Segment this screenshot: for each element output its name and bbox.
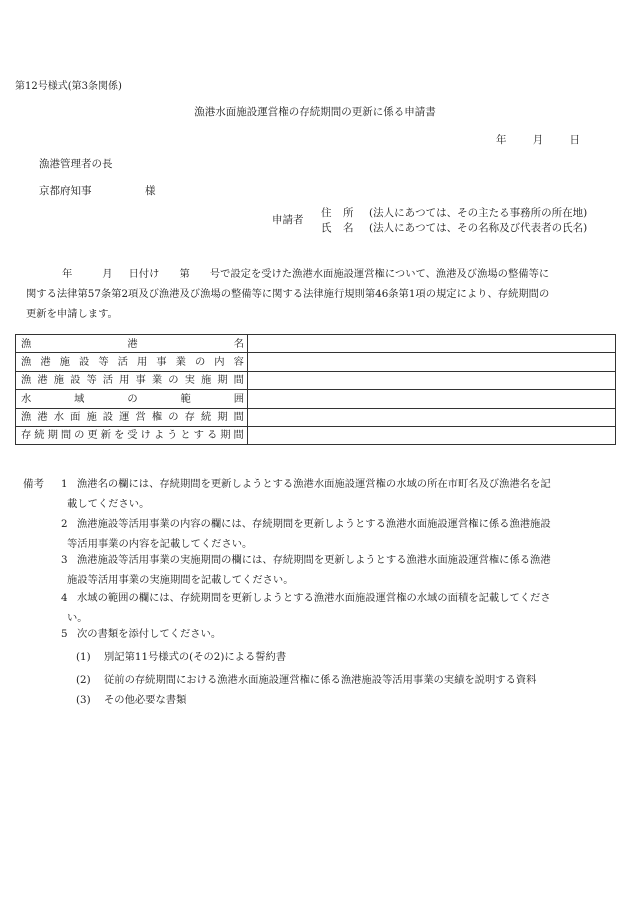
note-text: 漁港施設等活用事業の内容の欄には、存続期間を更新しようとする漁港水面施設運営権に係る漁港施設 xyxy=(77,518,551,530)
row-label-char: と xyxy=(180,429,191,442)
table-row xyxy=(16,335,616,353)
row-label-char: 運 xyxy=(119,411,130,424)
address-note: (法人にあつては、その主たる事務所の所在地) xyxy=(369,207,588,219)
note-number: 3 xyxy=(61,554,68,566)
row-label-char: 名 xyxy=(233,337,244,350)
row-value[interactable] xyxy=(248,371,616,389)
row-label-char: 用 xyxy=(136,355,148,368)
note-text: 水域の範囲の欄には、存続期間を更新しようとする漁港水面施設運営権の水域の面積を記載してくださ xyxy=(77,592,551,604)
row-label xyxy=(16,426,248,444)
row-label-char: の xyxy=(74,429,85,442)
row-label-char: を xyxy=(113,429,125,442)
row-label-char: 間 xyxy=(233,429,244,442)
row-label-char: 間 xyxy=(233,374,244,387)
row-label-text xyxy=(21,393,244,405)
row-label-char: 施 xyxy=(200,374,212,387)
intro-rest: 号で設定を受けた漁港水面施設運営権について、漁港及び漁場の整備等に xyxy=(209,268,550,280)
table-row xyxy=(16,408,616,426)
intro-day: 日付け xyxy=(128,268,160,280)
row-label-char: よ xyxy=(153,429,165,442)
row-label-char: 港 xyxy=(37,411,48,424)
row-label-char: の xyxy=(127,392,138,405)
intro-line-3: 更新を申請します。 xyxy=(26,308,118,320)
addressee-honorific: 様 xyxy=(145,185,156,197)
row-label-char: 用 xyxy=(119,374,130,387)
attachment-text: 従前の存続期間における漁港水面施設運営権に係る漁港施設等活用事業の実績を説明する資料 xyxy=(104,674,537,686)
row-label-char: 活 xyxy=(102,374,114,387)
row-label-char: る xyxy=(206,429,218,442)
note-number: 1 xyxy=(61,478,68,490)
row-label-char: 実 xyxy=(184,374,195,387)
row-label-char: 港 xyxy=(37,374,48,387)
row-label xyxy=(16,408,248,426)
attachment-number: (1) xyxy=(76,651,91,663)
row-label-char: 漁 xyxy=(21,411,32,424)
row-value[interactable] xyxy=(248,408,616,426)
date-day: 日 xyxy=(569,134,580,146)
table-row xyxy=(16,390,616,408)
row-label-text xyxy=(21,429,244,441)
addressee-name: 京都府知事 xyxy=(39,185,92,197)
row-label-char: の xyxy=(194,355,206,368)
row-label-char: 事 xyxy=(135,374,146,387)
row-label-char: 続 xyxy=(200,411,212,424)
note-text-cont: 施設等活用事業の実施期間を記載してください。 xyxy=(67,574,294,586)
notes-heading: 備考 xyxy=(23,478,44,490)
row-label-char: の xyxy=(168,411,179,424)
row-label-char: 施 xyxy=(86,411,97,424)
row-label-char: 漁 xyxy=(21,374,32,387)
row-label xyxy=(16,390,248,408)
applicant-label: 申請者 xyxy=(272,214,304,226)
table-row xyxy=(16,371,616,389)
row-label-char: 期 xyxy=(47,429,58,442)
note-text-cont: 載してください。 xyxy=(67,498,150,510)
row-label-char: 施 xyxy=(53,374,65,387)
row-label-char: の xyxy=(168,374,179,387)
row-label-char: 域 xyxy=(74,392,85,405)
row-label-char: 範 xyxy=(180,392,191,405)
row-value[interactable] xyxy=(248,353,616,371)
table-row xyxy=(16,353,616,371)
row-label-char: 事 xyxy=(156,355,167,368)
applicant-name-row xyxy=(321,222,587,237)
row-label-char: 活 xyxy=(117,355,128,368)
row-label-char: 新 xyxy=(100,429,111,442)
row-label-text xyxy=(21,411,244,423)
attachment-number: (2) xyxy=(76,674,91,686)
row-label-char: 囲 xyxy=(233,392,244,405)
name-key-2: 名 xyxy=(343,222,354,234)
table-row xyxy=(16,426,616,444)
date-year: 年 xyxy=(496,134,507,146)
addressee xyxy=(39,185,156,198)
intro-month: 月 xyxy=(102,268,113,280)
application-table xyxy=(15,334,616,445)
row-label-char: 受 xyxy=(127,429,138,442)
row-value[interactable] xyxy=(248,335,616,353)
row-label-char: う xyxy=(167,429,178,442)
document-title: 漁港水面施設運営権の存続期間の更新に係る申請書 xyxy=(194,106,436,118)
row-label-char: 漁 xyxy=(21,355,32,368)
row-label-char: 等 xyxy=(98,355,109,368)
row-label-text xyxy=(21,338,244,350)
row-label-char: 業 xyxy=(151,374,163,387)
intro-no: 第 xyxy=(179,268,190,280)
note-text: 漁港名の欄には、存続期間を更新しようとする漁港水面施設運営権の水域の所在市町名及び漁港名を記 xyxy=(77,478,551,490)
row-label-char: 間 xyxy=(233,411,244,424)
address-key-2: 所 xyxy=(343,207,354,219)
attachment-text: その他必要な書類 xyxy=(104,694,187,706)
row-label-char: 設 xyxy=(102,411,114,424)
row-label-char: 続 xyxy=(34,429,45,442)
intro-paragraph xyxy=(26,264,616,324)
intro-line-1 xyxy=(26,264,616,284)
row-label xyxy=(16,353,248,371)
row-label-char: け xyxy=(140,429,151,442)
row-label-char: 存 xyxy=(184,411,195,424)
row-label-char: 内 xyxy=(214,355,225,368)
note-number: 2 xyxy=(61,518,68,530)
row-value[interactable] xyxy=(248,426,616,444)
row-label-text xyxy=(21,356,244,368)
row-label-char: す xyxy=(193,429,204,442)
row-label-char: 設 xyxy=(78,355,90,368)
row-label-char: 施 xyxy=(59,355,70,368)
row-label-char: 権 xyxy=(151,411,163,424)
applicant-fields xyxy=(321,207,587,237)
note-text: 漁港施設等活用事業の実施期間の欄には、存続期間を更新しようとする漁港水面施設運営権に係る漁港 xyxy=(77,554,551,566)
intro-year: 年 xyxy=(62,268,73,280)
row-label xyxy=(16,371,248,389)
attachment-number: (3) xyxy=(76,694,91,706)
date-line xyxy=(496,134,580,147)
recipient: 漁港管理者の長 xyxy=(39,158,113,170)
note-text: 次の書類を添付してください。 xyxy=(77,628,222,640)
row-label-text xyxy=(21,374,244,386)
row-label-char: 存 xyxy=(21,429,32,442)
address-key-1: 住 xyxy=(321,207,332,219)
attachment-text: 別記第11号様式の(その2)による誓約書 xyxy=(104,651,287,663)
row-label-char: 期 xyxy=(217,411,228,424)
row-label-char: 港 xyxy=(127,337,138,350)
note-number: 5 xyxy=(61,628,68,640)
row-label-char: 漁 xyxy=(21,337,32,350)
row-label-char: 港 xyxy=(40,355,51,368)
form-number: 第12号様式(第3条関係) xyxy=(15,81,122,92)
row-label-char: 間 xyxy=(60,429,72,442)
row-label-char: 期 xyxy=(220,429,231,442)
applicant-address-row xyxy=(321,207,587,222)
row-label-char: 業 xyxy=(175,355,186,368)
row-label xyxy=(16,335,248,353)
note-number: 4 xyxy=(61,592,68,604)
row-value[interactable] xyxy=(248,390,616,408)
row-label-char: 水 xyxy=(53,411,65,424)
note-text-cont: い。 xyxy=(67,612,88,624)
row-label-char: 等 xyxy=(86,374,97,387)
row-label-char: 面 xyxy=(70,411,81,424)
row-label-char: 容 xyxy=(233,355,244,368)
row-label-char: 設 xyxy=(70,374,81,387)
intro-line-2: 関する法律第57条第2項及び漁港及び漁場の整備等に関する法律施行規則第46条第1項の規定により、存続期間の xyxy=(26,288,550,300)
name-key-1: 氏 xyxy=(321,222,332,234)
row-label-char: 水 xyxy=(21,392,32,405)
row-label-char: 期 xyxy=(217,374,228,387)
date-month: 月 xyxy=(532,134,544,146)
name-note: (法人にあつては、その名称及び代表者の氏名) xyxy=(369,222,588,234)
note-text-cont: 等活用事業の内容を記載してください。 xyxy=(67,538,253,550)
row-label-char: 更 xyxy=(87,429,98,442)
row-label-char: 営 xyxy=(135,411,146,424)
